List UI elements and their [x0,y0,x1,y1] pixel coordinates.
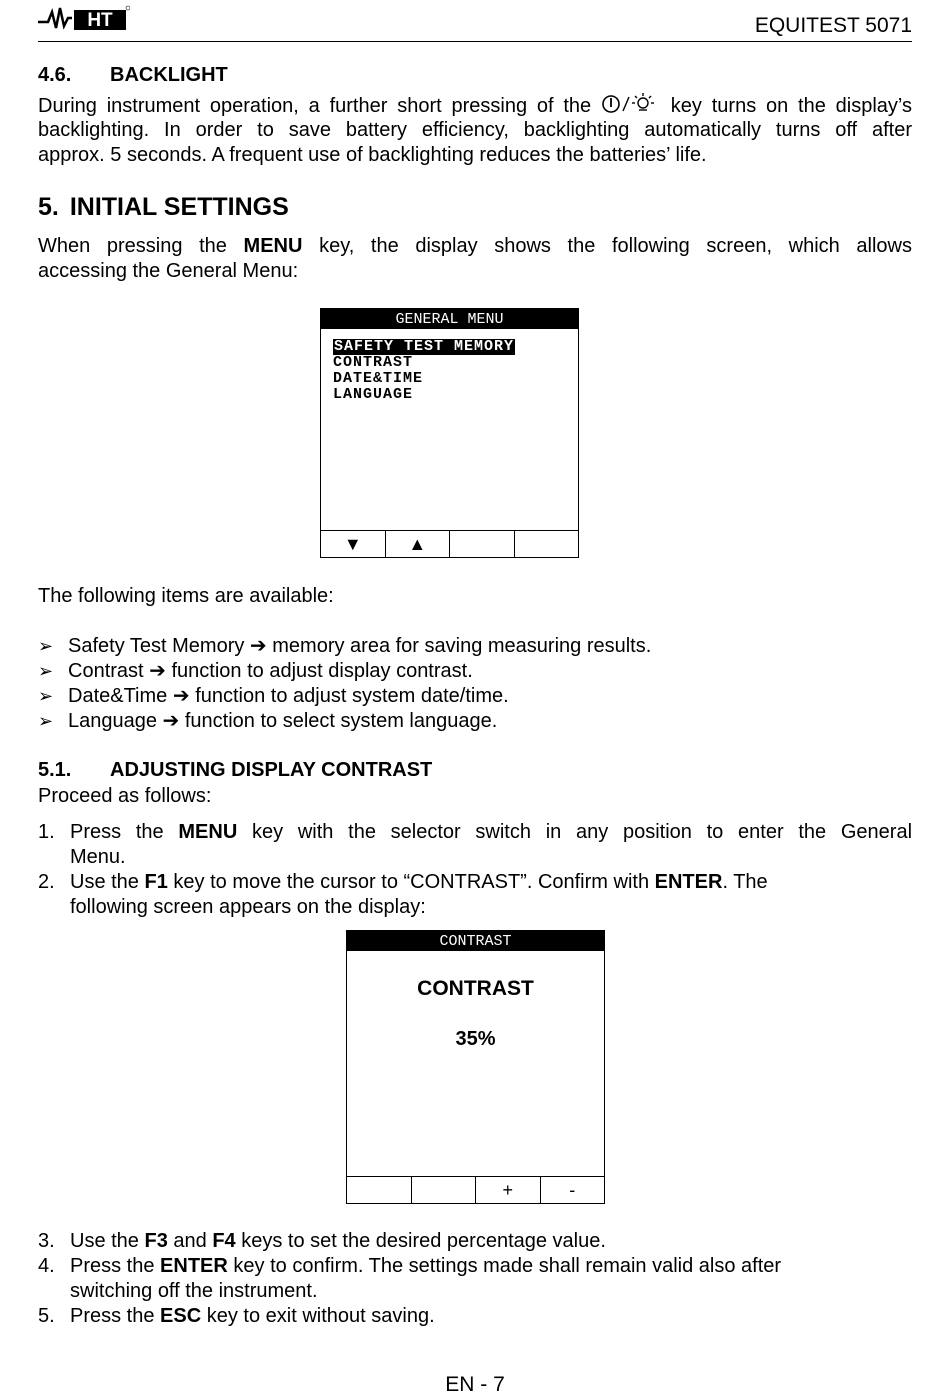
step-text-part: and [173,1230,207,1252]
key-label: MENU [178,821,238,843]
item-name: Language [68,710,157,732]
softkey-f1[interactable] [347,1177,412,1203]
logo-text: HT [87,10,113,31]
step-text-part: key to confirm. The settings made shall remain valid also after [233,1255,782,1277]
contrast-value: 35% [455,1028,496,1050]
initial-settings-intro [38,234,912,259]
backlight-text: During instrument operation, a further short pressing of the [38,95,592,117]
step-text [70,820,912,845]
step-text-part: Use the [70,1230,139,1252]
arrowhead-bullet-icon: ➢ [38,686,54,706]
step-text [70,1229,912,1254]
step-item [38,870,912,920]
contrast-intro: Proceed as follows: [38,785,212,807]
step-item [38,1304,912,1329]
key-label: F3 [144,1230,168,1252]
step-number: 3. [38,1230,55,1252]
item-desc: memory area for saving measuring results. [272,635,652,657]
contrast-label: CONTRAST [417,977,534,1000]
contrast-screen [346,930,605,1204]
step-number: 5. [38,1305,55,1327]
softkey-f2-up[interactable]: ▲ [386,531,451,557]
step-text [70,870,912,895]
arrowhead-bullet-icon: ➢ [38,661,54,681]
step-item [38,820,912,870]
right-arrow-icon: ➔ [172,685,190,707]
general-menu-screen [320,308,579,558]
list-item [38,659,651,684]
item-desc: function to adjust display contrast. [171,660,473,682]
section-heading-initial-settings [38,193,538,222]
step-text [70,1304,912,1329]
softkey-f1-down[interactable]: ▼ [321,531,386,557]
step-text-line-2: following screen appears on the display: [70,896,426,918]
section-number: 5. [38,193,59,221]
step-text-part: keys to set the desired percentage value. [241,1230,606,1252]
section-number: 4.6. [38,64,72,86]
step-text-part: key with the selector switch in any position to enter the General [252,821,913,843]
softkey-f2[interactable] [412,1177,477,1203]
step-text [70,1254,912,1279]
softkey-f4[interactable] [515,531,579,557]
softkey-bar [347,1176,604,1203]
list-item [38,684,651,709]
section-title: ADJUSTING DISPLAY CONTRAST [110,759,433,781]
document-title: EQUITEST 5071 [754,14,912,37]
step-text-line-2: Menu. [70,846,126,868]
menu-item-date-time[interactable]: DATE&TIME [333,370,424,387]
backlight-text: key turns on the display’s [670,95,912,117]
backlight-line-3: approx. 5 seconds. A frequent use of backlighting reduces the batteries’ life. [38,144,707,166]
key-label: F4 [212,1230,236,1252]
step-number: 2. [38,871,55,893]
right-arrow-icon: ➔ [162,710,180,732]
item-name: Date&Time [68,685,168,707]
softkey-f3[interactable] [450,531,515,557]
items-intro: The following items are available: [38,585,334,607]
list-item [38,634,651,659]
key-label: ENTER [654,871,723,893]
menu-list [333,339,515,403]
initial-settings-intro-line-2: accessing the General Menu: [38,260,299,282]
key-label: ESC [160,1305,202,1327]
menu-item-language[interactable]: LANGUAGE [333,386,414,403]
step-number: 1. [38,821,55,843]
arrowhead-bullet-icon: ➢ [38,636,54,656]
step-text-part: . The [722,871,768,893]
item-name: Contrast [68,660,144,682]
step-text-part: key to move the cursor to “CONTRAST”. Confirm with [173,871,650,893]
section-title: BACKLIGHT [110,64,228,86]
ht-logo [38,4,130,34]
section-title: INITIAL SETTINGS [69,193,289,221]
step-text-part: Use the [70,871,139,893]
softkey-f3-plus[interactable]: + [476,1177,541,1203]
step-text-line-2: switching off the instrument. [70,1280,318,1302]
step-text-part: Press the [70,821,164,843]
step-text-part: Press the [70,1305,155,1327]
arrowhead-bullet-icon: ➢ [38,711,54,731]
menu-item-contrast[interactable]: CONTRAST [333,354,414,371]
page-number: EN - 7 [445,1373,505,1396]
section-number: 5.1. [38,759,72,781]
backlight-line-2: backlighting. In order to save battery efficiency, backlighting automatically turns off after [38,119,912,141]
screen-title: GENERAL MENU [321,309,578,329]
item-desc: function to adjust system date/time. [195,685,509,707]
step-item [38,1254,912,1304]
list-item [38,709,651,734]
key-label: ENTER [160,1255,228,1277]
step-text-part: key to exit without saving. [206,1305,435,1327]
item-desc: function to select system language. [184,710,498,732]
screen-title: CONTRAST [347,931,604,951]
right-arrow-icon: ➔ [249,635,267,657]
key-label: F1 [144,871,168,893]
item-name: Safety Test Memory [68,635,245,657]
right-arrow-icon: ➔ [149,660,166,682]
header-divider [38,41,912,42]
softkey-f4-minus[interactable]: - [569,1179,576,1200]
intro-text: key, the display shows the following screen, which allows [319,235,912,257]
softkey-bar [321,530,578,557]
intro-text: When pressing the [38,235,227,257]
step-item [38,1229,912,1254]
step-number: 4. [38,1255,55,1277]
menu-item-safety-test-memory[interactable]: SAFETY TEST MEMORY [334,338,515,355]
items-list [38,634,651,734]
step-text-part: Press the [70,1255,155,1277]
menu-key-label: MENU [243,235,303,257]
